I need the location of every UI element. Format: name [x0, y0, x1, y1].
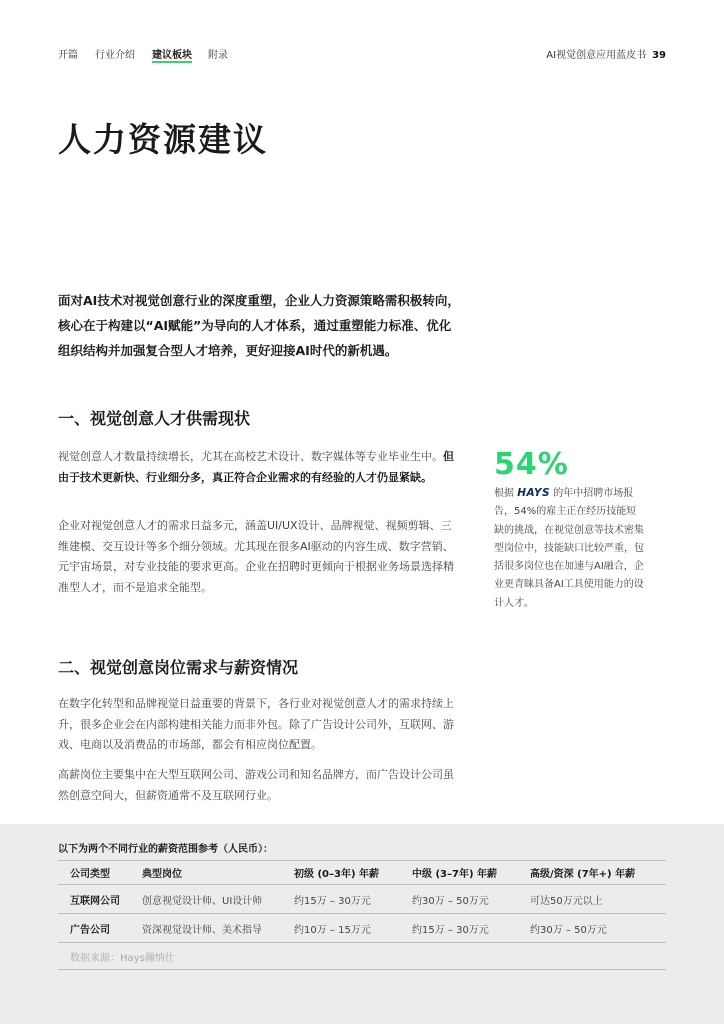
table-row — [58, 914, 666, 943]
table-cell: 可达50万元以上 — [518, 885, 666, 914]
table-cell: 约10万 – 15万元 — [282, 914, 400, 943]
section2-paragraph-1: 在数字化转型和品牌视觉日益重要的背景下，各行业对视觉创意人才的需求持续上升，很多企业会在内部构建相关能力而非外包。除了广告设计公司外，互联网、游戏、电商以及消费品的市场部，都会有相应岗位配置。 — [58, 697, 454, 751]
table-cell: 约15万 – 30万元 — [282, 885, 400, 914]
section1-p1-bold: 但由于技术更新快、行业细分多，真正符合企业需求的有经验的人才仍显紧缺。 — [58, 450, 454, 484]
doc-title: AI视觉创意应用蓝皮书 — [546, 50, 647, 61]
table-cell: 广告公司 — [58, 914, 130, 943]
table-cell: 创意视觉设计师、UI设计师 — [130, 885, 282, 914]
table-row — [58, 885, 666, 914]
tab-appendix[interactable]: 附录 — [208, 50, 228, 61]
data-source: 数据来源：Hays瀚纳仕 — [58, 943, 666, 970]
page-number: 39 — [652, 50, 666, 61]
table-cell: 约30万 – 50万元 — [518, 914, 666, 943]
page-title: 人力资源建议 — [58, 120, 268, 159]
tab-industry-intro[interactable]: 行业介绍 — [95, 50, 135, 61]
header-senior-salary: 高级/资深 (7年+) 年薪 — [518, 861, 666, 885]
section1-p1-normal: 视觉创意人才数量持续增长，尤其在高校艺术设计、数字媒体等专业毕业生中。 — [58, 450, 443, 463]
table-caption: 以下为两个不同行业的薪资范围参考（人民币）： — [58, 844, 273, 855]
section1-heading: 一、视觉创意人才供需现状 — [58, 409, 251, 428]
hays-logo: HAYS — [517, 487, 551, 499]
tab-recommendations[interactable]: 建议板块 — [152, 46, 192, 61]
tab-opening[interactable]: 开篇 — [58, 50, 78, 61]
table-cell: 约30万 – 50万元 — [400, 885, 518, 914]
top-nav — [58, 46, 666, 66]
header-typical-role: 典型岗位 — [130, 861, 282, 885]
header-junior-salary: 初级 (0–3年) 年薪 — [282, 861, 400, 885]
sidebar-text-before: 根据 — [494, 488, 514, 499]
table-header-row — [58, 861, 666, 885]
table-cell: 资深视觉设计师、美术指导 — [130, 914, 282, 943]
sidebar-stat: 54% — [494, 447, 569, 482]
salary-table — [58, 860, 666, 970]
table-source-row — [58, 943, 666, 970]
sidebar-text — [494, 484, 646, 613]
header-mid-salary: 中级 (3–7年) 年薪 — [400, 861, 518, 885]
table-cell: 互联网公司 — [58, 885, 130, 914]
doc-header-right — [546, 46, 666, 61]
section1-paragraph-1 — [58, 447, 458, 488]
section2-heading: 二、视觉创意岗位需求与薪资情况 — [58, 658, 299, 677]
section2-paragraph-2: 高薪岗位主要集中在大型互联网公司、游戏公司和知名品牌方，而广告设计公司虽然创意空间大，但薪资通常不及互联网行业。 — [58, 768, 454, 802]
header-company-type: 公司类型 — [58, 861, 130, 885]
section1-paragraph-2: 企业对视觉创意人才的需求日益多元，涵盖UI/UX设计、品牌视觉、视频剪辑、三维建模、交互设计等多个细分领域。尤其现在很多AI驱动的内容生成、数字营销、元宇宙场景，对专业技能的要求更高。企业在招聘时更倾向于根据业务场景选择精准型人才，而不是追求全能型。 — [58, 519, 454, 594]
table-cell: 约15万 – 30万元 — [400, 914, 518, 943]
lead-paragraph: 面对AI技术对视觉创意行业的深度重塑，企业人力资源策略需积极转向，核心在于构建以“AI赋能”为导向的人才体系，通过重塑能力标准、优化组织结构并加强复合型人才培养，更好迎接AI时代的新机遇。 — [58, 293, 460, 358]
sidebar-text-after: 的年中招聘市场报告，54%的雇主正在经历技能短缺的挑战，在视觉创意等技术密集型岗位中，技能缺口比较严重，包括很多岗位也在加速与AI融合，企业更青睐具备AI工具使用能力的设计人才。 — [494, 488, 644, 609]
